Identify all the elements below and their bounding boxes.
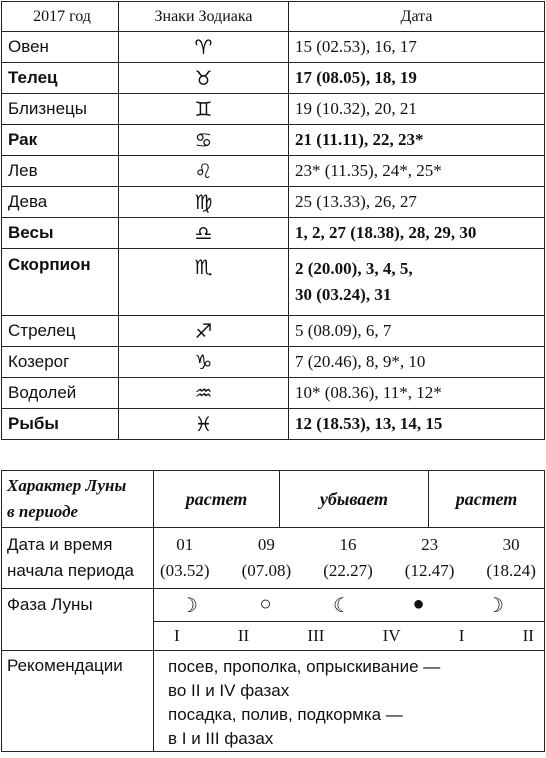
- sign-date: [289, 249, 545, 316]
- moon-dates-row: [2, 528, 545, 589]
- phase-waxing-1: растет: [154, 471, 280, 528]
- character-label-line2: в периоде: [7, 502, 79, 521]
- zodiac-row-cancer: [2, 125, 545, 156]
- dates-label-line2: начала периода: [7, 561, 134, 580]
- sign-name: Стрелец: [2, 316, 119, 347]
- sign-date-line1: 2 (20.00), 3, 4, 5,: [295, 259, 413, 278]
- sign-name: Близнецы: [2, 94, 119, 125]
- sagittarius-icon: ♐︎: [119, 316, 289, 347]
- taurus-icon: ♉︎: [119, 63, 289, 94]
- date-time: (07.08): [241, 561, 292, 580]
- sign-name: Скорпион: [2, 249, 119, 316]
- sign-date: 25 (13.33), 26, 27: [289, 187, 545, 218]
- waxing-crescent-icon: ☽: [486, 594, 504, 617]
- zodiac-row-pisces: [2, 409, 545, 440]
- zodiac-row-aries: [2, 32, 545, 63]
- dates-label: [2, 528, 154, 589]
- date-entry: [323, 532, 373, 584]
- sign-name: Весы: [2, 218, 119, 249]
- date-entry: [242, 532, 292, 584]
- zodiac-table: [1, 1, 545, 440]
- leo-icon: ♌︎: [119, 156, 289, 187]
- header-signs: Знаки Зодиака: [119, 2, 289, 32]
- recommendation-line: во II и IV фазах: [168, 681, 290, 700]
- character-label: [2, 471, 154, 528]
- sign-date: 15 (02.53), 16, 17: [289, 32, 545, 63]
- recommendations-label: Рекомендации: [2, 651, 154, 752]
- gemini-icon: ♊︎: [119, 94, 289, 125]
- dates-cell: [154, 528, 545, 589]
- sign-date: 21 (11.11), 22, 23*: [289, 125, 545, 156]
- phase-number: III: [307, 626, 325, 645]
- recommendations-text: [154, 651, 545, 752]
- zodiac-header-row: [2, 2, 545, 32]
- recommendation-line: посев, прополка, опрыскивание —: [168, 657, 441, 676]
- zodiac-row-aquarius: [2, 378, 545, 409]
- sign-date-line2: 30 (03.24), 31: [295, 285, 392, 304]
- date-time: (22.27): [323, 561, 373, 580]
- new-moon-icon: ●: [412, 592, 425, 615]
- moon-table: [1, 470, 545, 752]
- aquarius-icon: ♒︎: [119, 378, 289, 409]
- date-day: 30: [502, 535, 520, 554]
- sign-date: 12 (18.53), 13, 14, 15: [289, 409, 545, 440]
- date-day: 09: [257, 535, 275, 554]
- capricorn-icon: ♑︎: [119, 347, 289, 378]
- zodiac-row-sagittarius: [2, 316, 545, 347]
- phase-icons-cell: [154, 589, 545, 622]
- zodiac-row-libra: [2, 218, 545, 249]
- date-day: 23: [421, 535, 439, 554]
- sign-date: 5 (08.09), 6, 7: [289, 316, 545, 347]
- date-entry: [486, 532, 536, 584]
- date-day: 16: [339, 535, 357, 554]
- sign-name: Рыбы: [2, 409, 119, 440]
- date-entry: [160, 532, 210, 584]
- moon-character-row: [2, 471, 545, 528]
- recommendation-line: посадка, полив, подкормка —: [168, 705, 403, 724]
- phase-number: II: [522, 626, 534, 645]
- zodiac-row-scorpio: [2, 249, 545, 316]
- phase-number: I: [174, 626, 180, 645]
- phase-number: I: [458, 626, 465, 645]
- sign-date: 10* (08.36), 11*, 12*: [289, 378, 545, 409]
- moon-roman-row: [2, 622, 545, 651]
- roman-label-spacer: [2, 622, 154, 651]
- sign-date: 7 (20.46), 8, 9*, 10: [289, 347, 545, 378]
- header-date: Дата: [289, 2, 545, 32]
- zodiac-row-capricorn: [2, 347, 545, 378]
- sign-date: 1, 2, 27 (18.38), 28, 29, 30: [289, 218, 545, 249]
- waning-crescent-icon: ☾: [333, 594, 351, 617]
- sign-name: Дева: [2, 187, 119, 218]
- date-time: (03.52): [160, 561, 210, 580]
- phase-waxing-2: растет: [429, 471, 545, 528]
- virgo-icon: ♍︎: [119, 187, 289, 218]
- zodiac-row-virgo: [2, 187, 545, 218]
- sign-name: Телец: [2, 63, 119, 94]
- cancer-icon: ♋︎: [119, 125, 289, 156]
- roman-cell: [154, 622, 545, 651]
- date-time: (18.24): [486, 561, 536, 580]
- zodiac-row-taurus: [2, 63, 545, 94]
- sign-date: 19 (10.32), 20, 21: [289, 94, 545, 125]
- date-time: (12.47): [404, 561, 455, 580]
- zodiac-row-gemini: [2, 94, 545, 125]
- full-moon-icon: ○: [259, 592, 272, 615]
- libra-icon: ♎︎: [119, 218, 289, 249]
- sign-name: Водолей: [2, 378, 119, 409]
- scorpio-icon: ♏︎: [119, 249, 289, 316]
- phase-number: IV: [382, 626, 401, 645]
- dates-label-line1: Дата и время: [7, 535, 113, 554]
- phase-label: Фаза Луны: [2, 589, 154, 622]
- phase-waning: убывает: [280, 471, 429, 528]
- moon-phase-row: [2, 589, 545, 622]
- moon-recommendations-row: [2, 651, 545, 752]
- zodiac-row-leo: [2, 156, 545, 187]
- date-entry: [405, 532, 455, 584]
- date-day: 01: [176, 535, 194, 554]
- recommendation-line: в I и III фазах: [168, 729, 274, 748]
- sign-date: 17 (08.05), 18, 19: [289, 63, 545, 94]
- pisces-icon: ♓︎: [119, 409, 289, 440]
- aries-icon: ♈︎: [119, 32, 289, 63]
- sign-name: Лев: [2, 156, 119, 187]
- header-year: 2017 год: [2, 2, 119, 32]
- sign-name: Козерог: [2, 347, 119, 378]
- waxing-crescent-icon: ☽: [180, 594, 198, 617]
- phase-number: II: [237, 626, 250, 645]
- character-label-line1: Характер Луны: [7, 476, 127, 495]
- sign-date: 23* (11.35), 24*, 25*: [289, 156, 545, 187]
- sign-name: Овен: [2, 32, 119, 63]
- sign-name: Рак: [2, 125, 119, 156]
